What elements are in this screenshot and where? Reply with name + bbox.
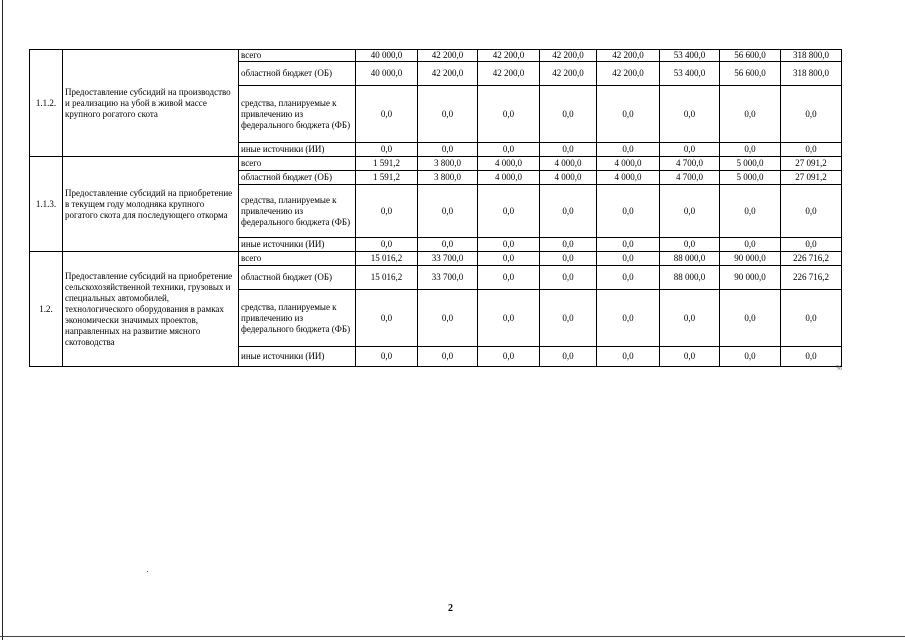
amount-cell: 0,0 <box>660 185 720 238</box>
item-description: Предоставление субсидий на приобретение в текущем году молодняка крупного рогатого скота для последующего откорма <box>63 157 239 252</box>
amount-cell: 0,0 <box>356 185 418 238</box>
amount-cell: 0,0 <box>660 290 720 347</box>
amount-cell: 42 200,0 <box>597 50 660 62</box>
amount-cell: 0,0 <box>356 290 418 347</box>
amount-cell: 0,0 <box>597 347 660 367</box>
scan-edge-bottom <box>0 636 905 637</box>
amount-cell: 318 800,0 <box>781 62 842 86</box>
amount-cell: 56 600,0 <box>720 50 781 62</box>
amount-cell: 4 000,0 <box>597 171 660 185</box>
amount-cell: 0,0 <box>478 252 540 266</box>
amount-cell: 0,0 <box>418 347 478 367</box>
amount-cell: 0,0 <box>781 238 842 252</box>
amount-cell: 42 200,0 <box>540 62 597 86</box>
amount-cell: 0,0 <box>356 143 418 157</box>
amount-cell: 226 716,2 <box>781 266 842 290</box>
amount-cell: 0,0 <box>720 86 781 143</box>
funding-source-label: средства, планируемые к привлечению из федерального бюджета (ФБ) <box>239 185 356 238</box>
item-number: 1.1.3. <box>30 157 63 252</box>
amount-cell: 3 800,0 <box>418 157 478 171</box>
amount-cell: 4 000,0 <box>597 157 660 171</box>
amount-cell: 0,0 <box>356 86 418 143</box>
amount-cell: 0,0 <box>597 266 660 290</box>
amount-cell: 1 591,2 <box>356 171 418 185</box>
amount-cell: 0,0 <box>597 238 660 252</box>
amount-cell: 0,0 <box>540 252 597 266</box>
amount-cell: 0,0 <box>660 86 720 143</box>
amount-cell: 5 000,0 <box>720 171 781 185</box>
amount-cell: 0,0 <box>540 238 597 252</box>
amount-cell: 4 000,0 <box>540 171 597 185</box>
amount-cell: 0,0 <box>418 290 478 347</box>
amount-cell: 0,0 <box>720 290 781 347</box>
amount-cell: 0,0 <box>720 347 781 367</box>
table-row <box>30 157 842 171</box>
funding-source-label: средства, планируемые к привлечению из федерального бюджета (ФБ) <box>239 86 356 143</box>
amount-cell: 90 000,0 <box>720 252 781 266</box>
amount-cell: 4 700,0 <box>660 171 720 185</box>
amount-cell: 42 200,0 <box>478 50 540 62</box>
amount-cell: 0,0 <box>478 143 540 157</box>
stray-dot <box>147 571 148 572</box>
amount-cell: 0,0 <box>478 185 540 238</box>
amount-cell: 0,0 <box>597 290 660 347</box>
amount-cell: 33 700,0 <box>418 252 478 266</box>
amount-cell: 40 000,0 <box>356 50 418 62</box>
budget-table-body <box>30 50 842 367</box>
amount-cell: 0,0 <box>540 143 597 157</box>
amount-cell: 318 800,0 <box>781 50 842 62</box>
table-row <box>30 252 842 266</box>
page-number: 2 <box>448 603 453 614</box>
funding-source-label: иные источники (ИИ) <box>239 143 356 157</box>
item-number: 1.1.2. <box>30 50 63 157</box>
amount-cell: 0,0 <box>781 347 842 367</box>
amount-cell: 0,0 <box>478 86 540 143</box>
scan-edge-left <box>2 0 3 640</box>
amount-cell: 0,0 <box>540 266 597 290</box>
amount-cell: 0,0 <box>540 347 597 367</box>
amount-cell: 0,0 <box>540 185 597 238</box>
amount-cell: 226 716,2 <box>781 252 842 266</box>
funding-source-label: всего <box>239 157 356 171</box>
amount-cell: 27 091,2 <box>781 171 842 185</box>
stray-mark: % <box>836 364 842 372</box>
amount-cell: 15 016,2 <box>356 266 418 290</box>
amount-cell: 0,0 <box>418 238 478 252</box>
funding-source-label: средства, планируемые к привлечению из федерального бюджета (ФБ) <box>239 290 356 347</box>
amount-cell: 0,0 <box>540 290 597 347</box>
amount-cell: 0,0 <box>478 290 540 347</box>
amount-cell: 88 000,0 <box>660 252 720 266</box>
amount-cell: 0,0 <box>597 252 660 266</box>
amount-cell: 0,0 <box>781 290 842 347</box>
amount-cell: 0,0 <box>478 347 540 367</box>
amount-cell: 40 000,0 <box>356 62 418 86</box>
amount-cell: 27 091,2 <box>781 157 842 171</box>
amount-cell: 53 400,0 <box>660 62 720 86</box>
amount-cell: 90 000,0 <box>720 266 781 290</box>
amount-cell: 0,0 <box>720 143 781 157</box>
funding-source-label: всего <box>239 252 356 266</box>
table-row <box>30 50 842 62</box>
amount-cell: 0,0 <box>418 185 478 238</box>
funding-source-label: областной бюджет (ОБ) <box>239 62 356 86</box>
amount-cell: 0,0 <box>356 347 418 367</box>
funding-source-label: иные источники (ИИ) <box>239 238 356 252</box>
amount-cell: 0,0 <box>478 266 540 290</box>
funding-source-label: областной бюджет (ОБ) <box>239 171 356 185</box>
amount-cell: 53 400,0 <box>660 50 720 62</box>
amount-cell: 0,0 <box>781 185 842 238</box>
funding-source-label: всего <box>239 50 356 62</box>
amount-cell: 3 800,0 <box>418 171 478 185</box>
amount-cell: 0,0 <box>720 185 781 238</box>
item-description: Предоставление субсидий на производство и реализацию на убой в живой массе крупного рогатого скота <box>63 50 239 157</box>
amount-cell: 42 200,0 <box>418 50 478 62</box>
amount-cell: 0,0 <box>418 143 478 157</box>
amount-cell: 4 700,0 <box>660 157 720 171</box>
amount-cell: 0,0 <box>478 238 540 252</box>
amount-cell: 0,0 <box>781 143 842 157</box>
item-description: Предоставление субсидий на приобретение сельскохозяйственной техники, грузовых и специальных автомобилей, технологического оборудования в рамках экономически значимых проектов, направленных на развитие мясного скотоводства <box>63 252 239 367</box>
amount-cell: 88 000,0 <box>660 266 720 290</box>
amount-cell: 0,0 <box>781 86 842 143</box>
funding-source-label: иные источники (ИИ) <box>239 347 356 367</box>
amount-cell: 0,0 <box>418 86 478 143</box>
amount-cell: 0,0 <box>660 347 720 367</box>
budget-table <box>29 49 842 367</box>
funding-source-label: областной бюджет (ОБ) <box>239 266 356 290</box>
amount-cell: 4 000,0 <box>478 157 540 171</box>
amount-cell: 0,0 <box>660 238 720 252</box>
amount-cell: 4 000,0 <box>540 157 597 171</box>
item-number: 1.2. <box>30 252 63 367</box>
amount-cell: 42 200,0 <box>478 62 540 86</box>
amount-cell: 0,0 <box>597 86 660 143</box>
amount-cell: 0,0 <box>660 143 720 157</box>
amount-cell: 33 700,0 <box>418 266 478 290</box>
amount-cell: 42 200,0 <box>418 62 478 86</box>
amount-cell: 15 016,2 <box>356 252 418 266</box>
amount-cell: 0,0 <box>540 86 597 143</box>
amount-cell: 42 200,0 <box>597 62 660 86</box>
amount-cell: 0,0 <box>597 143 660 157</box>
amount-cell: 1 591,2 <box>356 157 418 171</box>
amount-cell: 4 000,0 <box>478 171 540 185</box>
amount-cell: 0,0 <box>720 238 781 252</box>
amount-cell: 56 600,0 <box>720 62 781 86</box>
amount-cell: 0,0 <box>597 185 660 238</box>
amount-cell: 42 200,0 <box>540 50 597 62</box>
amount-cell: 5 000,0 <box>720 157 781 171</box>
amount-cell: 0,0 <box>356 238 418 252</box>
